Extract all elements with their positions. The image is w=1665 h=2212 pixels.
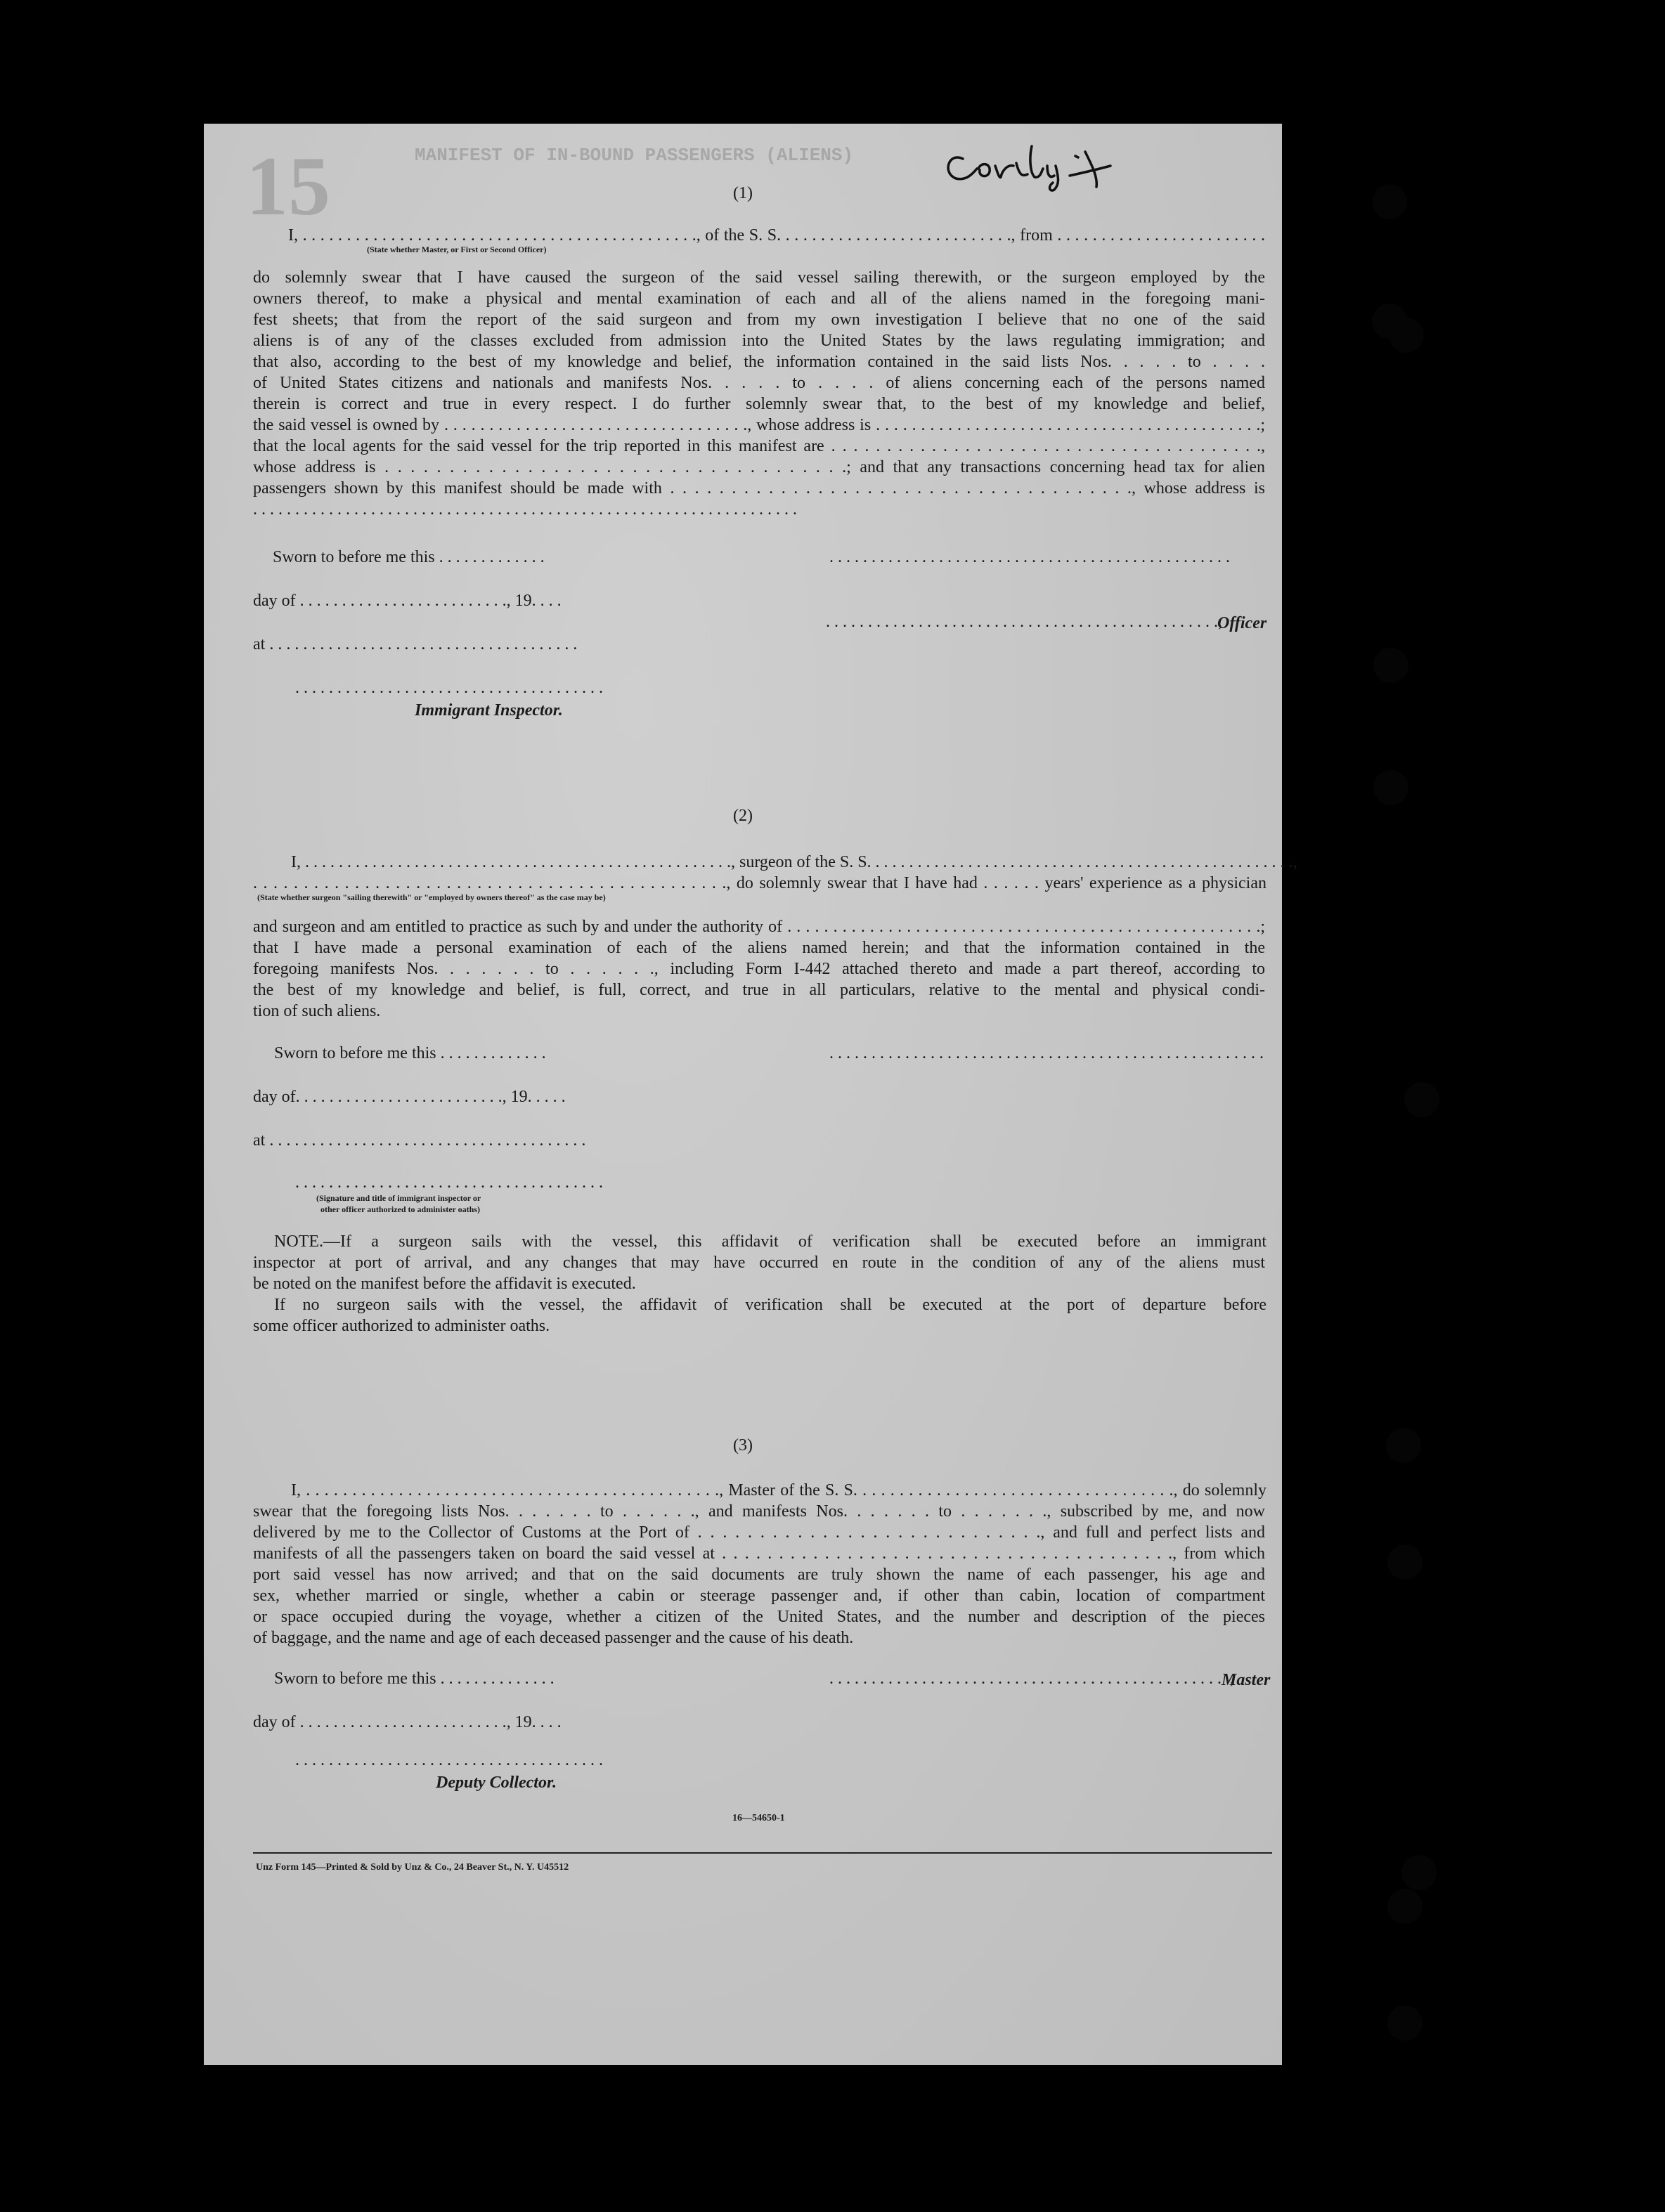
s1-officer-dots: . . . . . . . . . . . . . . . . . . . . . . . . . . . . . . . . . . . . . . . . . . . . . . . . (829, 548, 1230, 566)
form-number: 16—54650-1 (732, 1813, 785, 1823)
s1-body-line: . . . . . . . . . . . . . . . . . . . . . . . . . . . . . . . . . . . . . . . . . . . . . . . . . . . . . . . . . . . . . . . . . (253, 500, 797, 519)
s3-body-line: sex, whether married or single, whether a cabin or steerage passenger and, if other than cabin, location of compartment (253, 1587, 1265, 1605)
s1-body-line: passengers shown by this manifest should be made with . . . . . . . . . . . . . . . . . . . . . . . . . . . . . . . . . . . . . ., whose address is (253, 479, 1265, 497)
s2-note-line: NOTE.—If a surgeon sails with the vessel, this affidavit of verification shall be executed before an immigrant (274, 1232, 1266, 1251)
s3-deputy-label: Deputy Collector. (436, 1774, 557, 1792)
s2-body-line: the best of my knowledge and belief, is full, correct, and true in all particulars, relative to the mental and physical condi- (253, 981, 1265, 999)
punch-hole-icon (1404, 1082, 1439, 1117)
section-1-number: (1) (733, 184, 753, 202)
s1-officer-dots: . . . . . . . . . . . . . . . . . . . . . . . . . . . . . . . . . . . . . . . . . . . . . . ., (826, 613, 1222, 631)
s3-master-dots: . . . . . . . . . . . . . . . . . . . . . . . . . . . . . . . . . . . . . . . . . . . . . . . ., (829, 1670, 1234, 1688)
s3-sworn-line: Sworn to before me this . . . . . . . . . . . . . . (274, 1670, 555, 1688)
s1-body-line: the said vessel is owned by . . . . . . . . . . . . . . . . . . . . . . . . . . . . . . . . . ., whose address is . . . . . . . . . . . . . . . . . . . . . . . . . . . . . . . . . . . . . . . . . . .; (253, 416, 1265, 434)
section-2-number: (2) (733, 807, 753, 825)
s1-first-line-note: (State whether Master, or First or Second Officer) (367, 245, 547, 254)
s2-body-line: foregoing manifests Nos. . . . . . . to . . . . . ., including Form I-442 attached thereto and made a part thereof, according to (253, 960, 1265, 978)
punch-hole-icon (1372, 184, 1407, 219)
s2-second-line: . . . . . . . . . . . . . . . . . . . . . . . . . . . . . . . . . . . . . . . . . . . . . . ., do solemnly swear that I have had . . . . . . years' experience as a physician (253, 874, 1266, 892)
punch-hole-icon (1373, 648, 1408, 683)
punch-hole-icon (1389, 318, 1424, 353)
s1-officer-label: Officer (1217, 614, 1267, 632)
s3-body-line: or space occupied during the voyage, whether a citizen of the United States, and the number and description of the pieces (253, 1608, 1265, 1626)
s1-body-line: whose address is . . . . . . . . . . . . . . . . . . . . . . . . . . . . . . . . . . . .; and that any transactions concerning head tax for alien (253, 458, 1265, 476)
s1-body-line: do solemnly swear that I have caused the surgeon of the said vessel sailing therewith, or the surgeon employed by the (253, 268, 1265, 287)
bleed-through-header: MANIFEST OF IN-BOUND PASSENGERS (ALIENS) (415, 145, 854, 166)
s1-signature-line: . . . . . . . . . . . . . . . . . . . . . . . . . . . . . . . . . . . . . (295, 679, 603, 697)
s2-signature-note: other officer authorized to administer oaths) (320, 1204, 480, 1214)
s2-right-dots: . . . . . . . . . . . . . . . . . . . . . . . . . . . . . . . . . . . . . . . . . . . . . . . . . . . . (829, 1044, 1264, 1062)
s2-dayof-line: day of. . . . . . . . . . . . . . . . . . . . . . . . ., 19. . . . . (253, 1088, 566, 1106)
manifest-page (204, 124, 1297, 2065)
s2-signature-note: (Signature and title of immigrant inspector or (316, 1193, 481, 1203)
punch-hole-icon (1386, 1428, 1421, 1463)
s1-inspector-label: Immigrant Inspector. (415, 701, 563, 720)
bleed-through-stamp: 15 (246, 139, 330, 233)
s1-body-line: that the local agents for the said vessel for the trip reported in this manifest are . . . . . . . . . . . . . . . . . . . . . . . . . . . . . . . . . . . . . . ., (253, 437, 1265, 455)
s3-body-line: manifests of all the passengers taken on board the said vessel at . . . . . . . . . . . . . . . . . . . . . . . . . . . . . . . . . . . . . . . ., from which (253, 1544, 1265, 1563)
s3-body-line: of baggage, and the name and age of each deceased passenger and the cause of his death. (253, 1629, 854, 1647)
punch-hole-icon (1387, 2005, 1423, 2041)
punch-hole-icon (1387, 1544, 1423, 1580)
s3-body-line: I, . . . . . . . . . . . . . . . . . . . . . . . . . . . . . . . . . . . . . . . . . . . . ., Master of the S. S. . . . . . . . . . . . . . . . . . . . . . . . . . . . . . . . . . ., do solemnly (291, 1481, 1266, 1499)
s1-dayof-line: day of . . . . . . . . . . . . . . . . . . . . . . . . ., 19. . . . (253, 592, 562, 610)
s2-note-line: If no surgeon sails with the vessel, the affidavit of verification shall be executed at the port of departure before (274, 1296, 1266, 1314)
s1-sworn-line: Sworn to before me this . . . . . . . . . . . . . (273, 548, 545, 566)
s1-body-line: aliens is of any of the classes excluded from admission into the United States by the laws regulating immigration; and (253, 332, 1265, 350)
s1-body-line: of United States citizens and nationals and manifests Nos. . . . . to . . . . of aliens concerning each of the persons named (253, 374, 1265, 392)
s3-dayof-line: day of . . . . . . . . . . . . . . . . . . . . . . . . ., 19. . . . (253, 1713, 562, 1731)
s1-body-line: owners thereof, to make a physical and mental examination of each and all of the aliens named in the foregoing mani- (253, 289, 1265, 308)
s3-master-label: Master (1222, 1671, 1271, 1689)
punch-hole-icon (1401, 1855, 1437, 1890)
s2-body-line: that I have made a personal examination of each of the aliens named herein; and that the information contained in the (253, 939, 1265, 957)
punch-hole-icon (1373, 770, 1408, 805)
s3-signature-line: . . . . . . . . . . . . . . . . . . . . . . . . . . . . . . . . . . . . . (295, 1751, 603, 1769)
s1-body-line: therein is correct and true in every respect. I do further solemnly swear that, to the best of my knowledge and belief, (253, 395, 1265, 413)
s2-at-line: at . . . . . . . . . . . . . . . . . . . . . . . . . . . . . . . . . . . . . . (253, 1131, 586, 1150)
s3-body-line: delivered by me to the Collector of Customs at the Port of . . . . . . . . . . . . . . . . . . . . . . . . . . . ., and full and perfect lists and (253, 1523, 1265, 1542)
punch-hole-icon (1387, 1889, 1423, 1924)
s3-body-line: port said vessel has now arrived; and that on the said documents are truly shown the name of each passenger, his age and (253, 1566, 1265, 1584)
footer-rule (253, 1852, 1272, 1854)
s2-sworn-line: Sworn to before me this . . . . . . . . . . . . . (274, 1044, 546, 1062)
s1-body-line: fest sheets; that from the report of the said surgeon and from my own investigation I believe that no one of the said (253, 311, 1265, 329)
printer-credit: Unz Form 145—Printed & Sold by Unz & Co., 24 Beaver St., N. Y. U45512 (256, 1862, 569, 1873)
s2-body-line: tion of such aliens. (253, 1002, 381, 1020)
s3-body-line: swear that the foregoing lists Nos. . . . . . . to . . . . . ., and manifests Nos. . . . . . . to . . . . . . ., subscribed by me, and now (253, 1502, 1265, 1521)
s2-second-line-note: (State whether surgeon "sailing therewith" or "employed by owners thereof" as the case may be) (257, 892, 606, 902)
s1-first-line: I, . . . . . . . . . . . . . . . . . . . . . . . . . . . . . . . . . . . . . . . . . . . . ., of the S. S. . . . . . . . . . . . . . . . . . . . . . . . . . ., from . . . . . . . . . . . . . . . . . . . . . . . . (288, 226, 1265, 245)
s2-note-line: inspector at port of arrival, and any changes that may have occurred en route in the condition of any of the aliens must (253, 1254, 1265, 1272)
s2-note-line: some officer authorized to administer oaths. (253, 1317, 550, 1335)
s2-body-line: and surgeon and am entitled to practice as such by and under the authority of . . . . . . . . . . . . . . . . . . . . . . . . . . . . . . . . . . . . . . . . . . . . . . . . . . . .; (253, 918, 1265, 936)
s1-at-line: at . . . . . . . . . . . . . . . . . . . . . . . . . . . . . . . . . . . . . (253, 635, 578, 653)
s1-body-line: that also, according to the best of my knowledge and belief, the information contained in the said lists Nos. . . . . to . . . . (253, 353, 1265, 371)
s2-signature-line: . . . . . . . . . . . . . . . . . . . . . . . . . . . . . . . . . . . . . (295, 1173, 603, 1192)
s2-note-line: be noted on the manifest before the affidavit is executed. (253, 1275, 636, 1293)
section-3-number: (3) (733, 1436, 753, 1455)
s2-first-line: I, . . . . . . . . . . . . . . . . . . . . . . . . . . . . . . . . . . . . . . . . . . . . . . . . . . ., surgeon of the S. S. . . . . . . . . . . . . . . . . . . . . . . . . . . . . . . . . . . . . . . . . . . . . . . . . . ., (291, 853, 1297, 871)
